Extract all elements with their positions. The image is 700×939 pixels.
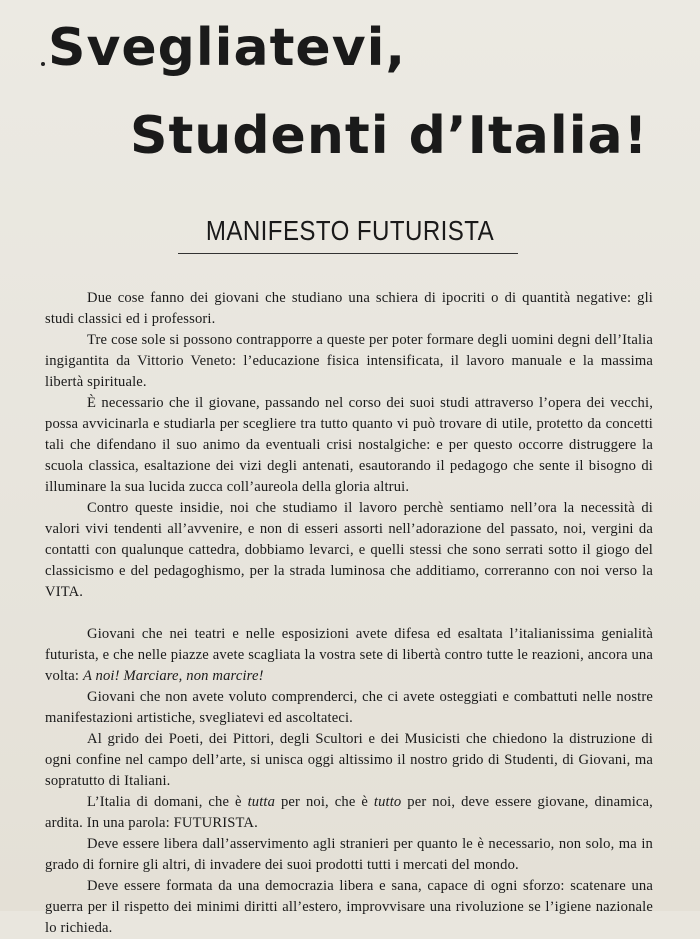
paragraph-6: Giovani che non avete voluto comprenderci, che ci avete osteggiati e combattuti nelle nostre manifestazioni artistiche, svegliatevi ed ascoltateci. [45,689,653,726]
title-line-1: Svegliatevi, [48,18,407,78]
paragraph-4: Contro queste insidie, noi che studiamo il lavoro perchè sentiamo nell’ora la necessità di valori vivi tendenti all’avvenire, e non di esseri assorti nell’adorazione del passato, noi, vergini da contatti con qualunque cattedra, dobbiamo levarci, e quelli stessi che sono serrati sotto il giogo del classicismo e del pedagoghismo, per la strada luminosa che additiamo, correranno con noi verso la VITA. [45,500,653,600]
paragraph-1: Due cose fanno dei giovani che studiano una schiera di ipocriti o di quantità negative: gli studi classici ed i professori. [45,290,653,327]
paragraph-8 [45,792,653,834]
paragraph-10: Deve essere formata da una democrazia libera e sana, capace di ogni sforzo: scatenare una guerra per il rispetto dei minimi diritti all’estero, improvvisare una rivoluzione se l’igiene nazionale lo richieda. [45,878,653,936]
paragraph-8-mid: per noi, che è [275,794,374,810]
subtitle: MANIFESTO FUTURISTA [205,215,495,246]
manifesto-body [45,288,653,939]
paragraph-8-italic-1: tutta [247,794,276,810]
paragraph-8-pre: L’Italia di domani, che è [87,794,248,810]
paragraph-3: È necessario che il giovane, passando nel corso dei suoi studi attraverso l’opera dei vecchi, possa avvicinarla e studiarla per scegliere tra tutto quanto vi può trovare di utile, protetto da concetti tali che difendano il suo animo da eventuali crisi nostalgiche: e per questo occorre distruggere la scuola classica, esaltazione dei vizi degli antenati, esautorando il pedagogo che sente il bisogno di illuminare la sua lucida zucca coll’aureola della gloria altrui. [45,395,653,495]
paragraph-8-italic-2: tutto [373,794,402,810]
paragraph-5-slogan: A noi! Marciare, non marcire! [82,668,264,684]
paragraph-5-text: Giovani che nei teatri e nelle esposizioni avete difesa ed esaltata l’italianissima genialità futurista, e che nelle piazze avete scagliata la vostra sete di libertà contro tutte le reazioni, ancora una volta: [45,626,653,684]
paragraph-7: Al grido dei Poeti, dei Pittori, degli Scultori e dei Musicisti che chiedono la distruzione di ogni confine nel campo dell’arte, si unisca oggi altissimo il nostro grido di Studenti, di Giovani, ma sopratutto di Italiani. [45,731,653,789]
title-line-2: Studenti d’Italia! [130,106,649,166]
subtitle-underline [178,253,518,254]
paragraph-2: Tre cose sole si possono contrapporre a queste per poter formare degli uomini degni dell’Italia ingigantita da Vittorio Veneto: l’educazione fisica intensificata, il lavoro manuale e la massima libertà spirituale. [45,332,653,390]
paragraph-8-post: per noi, deve essere giovane, dinamica, ardita. In una parola: FUTURISTA. [45,794,653,831]
ink-dot [41,62,45,66]
paragraph-5 [45,624,653,687]
paragraph-9: Deve essere libera dall’asservimento agli stranieri per quanto le è necessario, non solo, ma in grado di fornire gli altri, di invadere dei suoi prodotti tutti i mercati del mondo. [45,836,653,873]
